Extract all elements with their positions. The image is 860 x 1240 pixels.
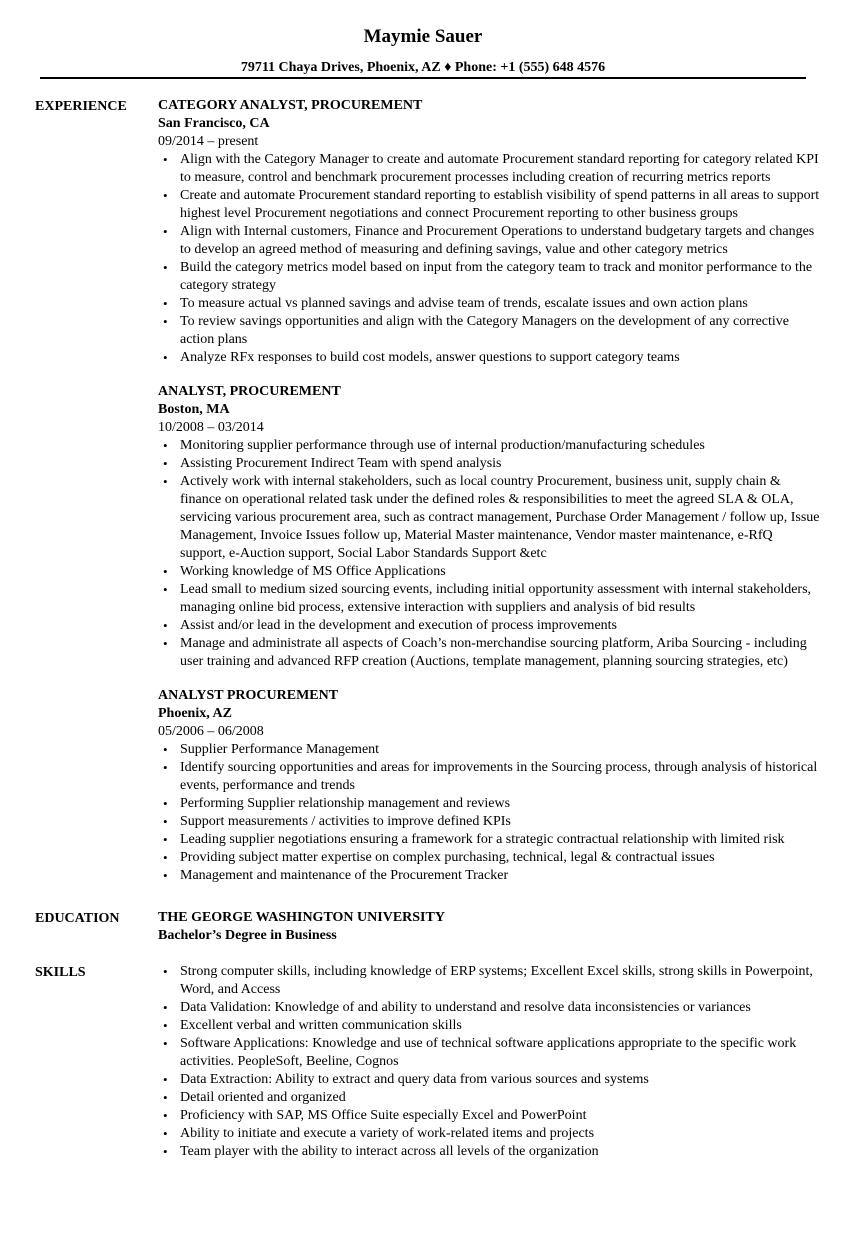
responsibility-item: • Manage and administrate all aspects of Coach’s non-merchandise sourcing platform, Ariba Sourcing - including user training and advanced RFP creation (Auctions, template management, planning sourcing strategies, etc) [158, 635, 820, 671]
responsibility-item: • Monitoring supplier performance through use of internal production/manufacturing schedules [158, 437, 820, 455]
responsibility-item: • Support measurements / activities to improve defined KPIs [158, 813, 820, 831]
skills-heading: SKILLS [35, 965, 86, 980]
skills-list [158, 963, 820, 1161]
job-entry [158, 687, 820, 885]
experience-section [0, 97, 860, 885]
job-location: Boston, MA [158, 402, 230, 417]
job-title: ANALYST PROCUREMENT [158, 688, 339, 703]
skill-item: • Team player with the ability to interact across all levels of the organization [158, 1143, 820, 1161]
job-dates: 09/2014 – present [158, 134, 259, 149]
contact-line: 79711 Chaya Drives, Phoenix, AZ ♦ Phone: +1 (555) 648 4576 [240, 60, 606, 75]
responsibility-item: • Management and maintenance of the Procurement Tracker [158, 867, 820, 885]
skill-item: • Software Applications: Knowledge and use of technical software applications appropriate to the specific work activities. PeopleSoft, Beeline, Cognos [158, 1035, 820, 1071]
skill-item: • Proficiency with SAP, MS Office Suite especially Excel and PowerPoint [158, 1107, 820, 1125]
resume-content [0, 97, 860, 1161]
header-divider [40, 77, 806, 79]
job-entry [158, 383, 820, 671]
job-title: CATEGORY ANALYST, PROCUREMENT [158, 98, 423, 113]
responsibility-item: • Analyze RFx responses to build cost models, answer questions to support category teams [158, 349, 820, 367]
job-responsibilities [158, 151, 820, 367]
responsibility-item: • Create and automate Procurement standard reporting to establish visibility of spend patterns in all areas to support highest level Procurement negotiations and connect Procurement reporting to other business groups [158, 187, 820, 223]
job-responsibilities [158, 437, 820, 671]
job-responsibilities [158, 741, 820, 885]
responsibility-item: • Leading supplier negotiations ensuring a framework for a strategic contractual relationship with limited risk [158, 831, 820, 849]
responsibility-item: • Build the category metrics model based on input from the category team to track and monitor performance to the category strategy [158, 259, 820, 295]
education-section [0, 909, 860, 945]
job-entry [158, 97, 820, 367]
experience-list [158, 97, 860, 885]
responsibility-item: • Align with the Category Manager to create and automate Procurement standard reporting for category related KPI to measure, control and benchmark procurement processes including creation of recurring metrics reports [158, 151, 820, 187]
job-dates: 05/2006 – 06/2008 [158, 724, 264, 739]
job-location: Phoenix, AZ [158, 706, 232, 721]
skill-item: • Excellent verbal and written communication skills [158, 1017, 820, 1035]
responsibility-item: • Supplier Performance Management [158, 741, 820, 759]
responsibility-item: • Working knowledge of MS Office Applications [158, 563, 820, 581]
job-title: ANALYST, PROCUREMENT [158, 384, 341, 399]
responsibility-item: • Assist and/or lead in the development and execution of process improvements [158, 617, 820, 635]
skills-section [0, 963, 860, 1161]
job-dates: 10/2008 – 03/2014 [158, 420, 264, 435]
responsibility-item: • Actively work with internal stakeholders, such as local country Procurement, business unit, supply chain & finance on operational related task under the defined roles & responsibilities to meet the agreed SLA & OLA, servicing various procurement area, such as contract management, Purchase Order Management / follow up, Issue Management, Invoice Issues follow up, Material Master maintenance, Vendor master maintenance, e-RfQ support, e-Auction support, Social Labor Standards Support &etc [158, 473, 820, 563]
education-heading: EDUCATION [35, 911, 120, 926]
candidate-name: Maymie Sauer [363, 26, 483, 47]
responsibility-item: • Align with Internal customers, Finance and Procurement Operations to understand budgetary targets and changes to develop an agreed method of measuring and defining savings, value and other category metrics [158, 223, 820, 259]
experience-heading: EXPERIENCE [35, 99, 127, 114]
responsibility-item: • Performing Supplier relationship management and reviews [158, 795, 820, 813]
responsibility-item: • Identify sourcing opportunities and areas for improvements in the Sourcing process, through analysis of historical events, performance and trends [158, 759, 820, 795]
responsibility-item: • To measure actual vs planned savings and advise team of trends, escalate issues and own action plans [158, 295, 820, 313]
job-location: San Francisco, CA [158, 116, 270, 131]
skill-item: • Data Validation: Knowledge of and ability to understand and resolve data inconsistencies or variances [158, 999, 820, 1017]
school-name: THE GEORGE WASHINGTON UNIVERSITY [158, 910, 445, 925]
degree: Bachelor’s Degree in Business [158, 928, 337, 943]
responsibility-item: • Lead small to medium sized sourcing events, including initial opportunity assessment with internal stakeholders, managing online bid process, extensive interaction with suppliers and analysis of bid results [158, 581, 820, 617]
responsibility-item: • Assisting Procurement Indirect Team with spend analysis [158, 455, 820, 473]
skill-item: • Strong computer skills, including knowledge of ERP systems; Excellent Excel skills, strong skills in Powerpoint, Word, and Access [158, 963, 820, 999]
responsibility-item: • To review savings opportunities and align with the Category Managers on the development of any corrective action plans [158, 313, 820, 349]
skill-item: • Data Extraction: Ability to extract and query data from various sources and systems [158, 1071, 820, 1089]
responsibility-item: • Providing subject matter expertise on complex purchasing, technical, legal & contractual issues [158, 849, 820, 867]
skill-item: • Detail oriented and organized [158, 1089, 820, 1107]
skill-item: • Ability to initiate and execute a variety of work-related items and projects [158, 1125, 820, 1143]
